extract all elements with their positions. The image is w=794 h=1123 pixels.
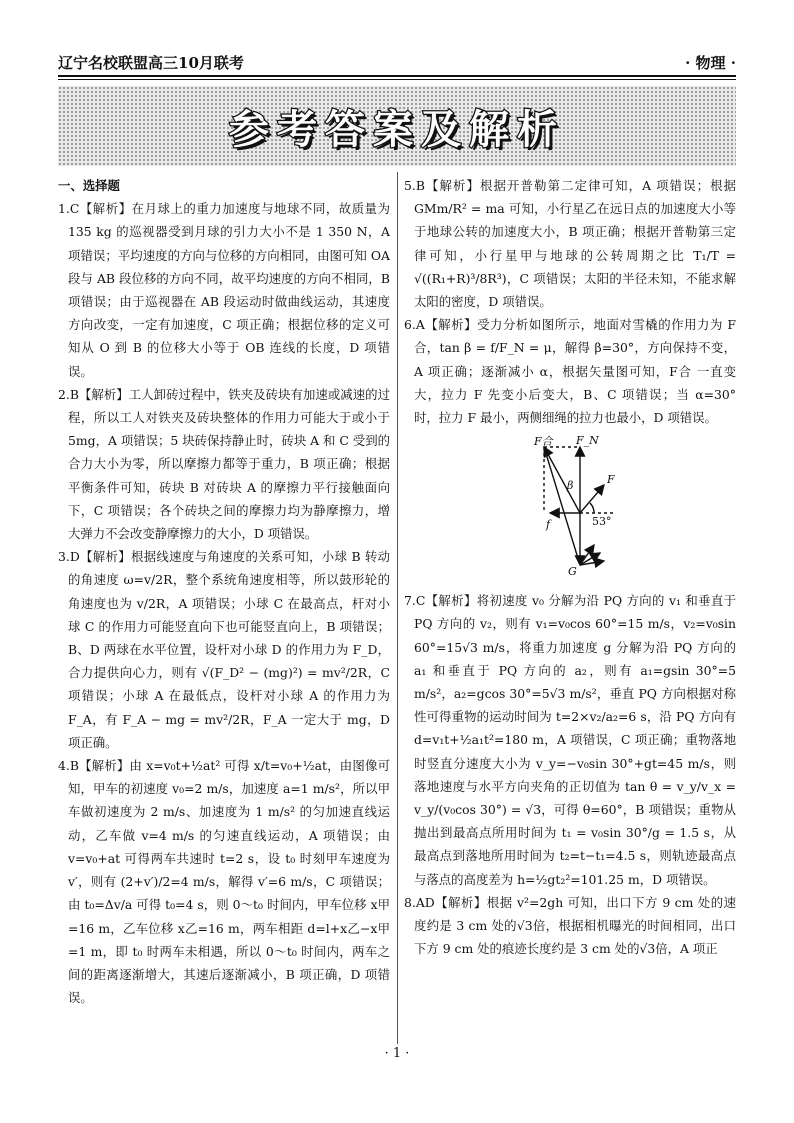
title-banner xyxy=(58,86,736,166)
header-rule-thick xyxy=(58,75,736,77)
force-diagram xyxy=(404,433,736,583)
answer-5: 5.B【解析】根据开普勒第二定律可知，A 项错误；根据 GMm/R² = ma 可知，小行星乙在远日点的加速度大小等于地球公转的加速度大小，B 项正确；根据开普勒第三定律可知，小行星甲与地球的公转周期之比 T₁/T = √((R₁+R)³/8R³)，C 项错误；太阳的半径未知，不能求解太阳的密度，D 项错误。 xyxy=(404,178,736,310)
label-beta: β xyxy=(567,479,574,493)
answer-6: 6.A【解析】受力分析如图所示，地面对雪橇的作用力为 F合，tan β = f/F_N = μ，解得 β=30°，方向保持不变，A 项正确；逐渐减小 α，根据矢量图可知，F合 一直变大，拉力 F 先变小后变大，B、C 项错误；当 α=30° 时，拉力 F 最小，两侧细绳的拉力也最小，D 项错误。 xyxy=(404,317,736,426)
subject-label: · 物理 · xyxy=(685,54,736,72)
label-f-total: F合 xyxy=(534,435,553,449)
left-column xyxy=(58,174,390,1009)
answer-8: 8.AD【解析】根据 v²=2gh 可知，出口下方 9 cm 处的速度约是 3 cm 处的√3倍，根据相机曝光的时间相同，出口下方 9 cm 处的痕迹长度约是 3 cm 处的√3倍，A 项正 xyxy=(404,894,736,957)
page-header xyxy=(58,52,736,76)
section-title: 一、选择题 xyxy=(58,178,120,193)
label-friction: f xyxy=(546,518,551,532)
answer-4: 4.B【解析】由 x=v₀t+½at² 可得 x/t=v₀+½at，由图像可知，甲车的初速度 v₀=2 m/s，加速度 a=1 m/s²，所以甲车做初速度为 2 m/s、加速度为 1 m/s² 的匀加速直线运动，乙车做 v=4 m/s 的匀速直线运动，A 项错误；由 v=v₀+at 可得两车共速时 t=2 s，设 t₀ 时刻甲车速度为 v′，则有 (2+v′)/2=4 m/s，解得 v′=6 m/s，C 项错误；由 t₀=Δv/a 可得 t₀=4 s，则 0～t₀ 时间内，甲车位移 x甲=16 m，乙车位移 x乙=16 m，两车相距 d=l+x乙−x甲=1 m，即 t₀ 时两车未相遇，所以 0～t₀ 时间内，两车之间的距离逐渐增大，其速后逐渐减小，B 项正确，D 项错误。 xyxy=(58,758,390,1006)
answer-7: 7.C【解析】将初速度 v₀ 分解为沿 PQ 方向的 v₁ 和垂直于 PQ 方向的 v₂，则有 v₁=v₀cos 60°=15 m/s，v₂=v₀sin 60°=15√3 m/s，将重力加速度 g 分解为沿 PQ 方向的 a₁ 和垂直于 PQ 方向的 a₂，则有 a₁=gsin 30°=5 m/s²，a₂=gcos 30°=5√3 m/s²，垂直 PQ 方向根据对称性可得重物的运动时间为 t=2×v₂/a₂=6 s，沿 PQ 方向有 d=v₁t+½a₁t²=180 m，A 项错误，C 项正确；重物落地时竖直分速度大小为 v_y=−v₀sin 30°+gt=45 m/s，则落地速度与水平方向夹角的正切值为 tan θ = v_y/v_x = v_y/(v₀cos 30°) = √3，可得 θ=60°，B 项错误；重物从抛出到最高点所用时间为 t₁ = v₀sin 30°/g = 1.5 s，从最高点到落地所用时间为 t₂=t−t₁=4.5 s，则轨迹最高点与落点的高度差为 h=½gt₂²=101.25 m，D 项错误。 xyxy=(404,593,736,887)
banner-title: 参考答案及解析 xyxy=(229,107,565,153)
pull-force-vector xyxy=(580,485,604,513)
vector-triangle-side xyxy=(544,447,580,565)
answer-3: 3.D【解析】根据线速度与角速度的关系可知，小球 B 转动的角速度 ω=v/2R，整个系统角速度相等，所以鼓形轮的角速度也为 v/2R，A 项错误；小球 C 在最高点，杆对小球 C 的作用力可能竖直向下也可能竖直向上，B 项错误；B、D 两球在水平位置，设杆对小球 D 的作用力为 F_D，合力提供向心力，则有 √(F_D² − (mg)²) = mv²/2R，C 项错误；小球 A 在最低点，设杆对小球 A 的作用力为 F_A，有 F_A − mg = mv²/2R，F_A 一定大于 mg，D 项正确。 xyxy=(58,549,390,750)
answer-1: 1.C【解析】在月球上的重力加速度与地球不同，故质量为 135 kg 的巡视器受到月球的引力大小不是 1 350 N，A 项错误；平均速度的方向与位移的方向相同，由图可知 OA 段与 AB 段位移的方向不同，故平均速度的方向不相同，B 项错误；由于巡视器在 AB 段运动时做曲线运动，其速度方向改变，一定有加速度，C 项正确；根据位移的定义可知从 O 到 B 的位移大小等于 OB 连线的长度，D 项错误。 xyxy=(58,201,390,379)
right-column xyxy=(404,174,736,960)
angle-arc xyxy=(590,503,594,513)
label-angle: 53° xyxy=(592,515,612,529)
label-f-normal: F_N xyxy=(576,434,599,448)
header-rule-thin xyxy=(58,79,736,80)
answer-2: 2.B【解析】工人卸砖过程中，铁夹及砖块有加速或减速的过程，所以工人对铁夹及砖块整体的作用力可能大于或小于 5mg，A 项错误；5 块砖保持静止时，砖块 A 和 C 受到的合力大小为零，所以摩擦力都等于重力，B 项正确；根据平衡条件可知，砖块 B 对砖块 A 的摩擦力平行接触面向下，C 项错误；各个砖块之间的摩擦力均为静摩擦力，增大弹力不会改变静摩擦力的大小，D 项错误。 xyxy=(58,386,390,542)
label-gravity: G xyxy=(568,565,577,579)
small-force-arrow-2 xyxy=(580,545,594,565)
total-force-vector xyxy=(544,447,580,513)
label-force: F xyxy=(607,473,615,487)
column-divider xyxy=(397,172,398,1044)
page-number: · 1 · xyxy=(384,1046,410,1061)
exam-title: 辽宁名校联盟高三10月联考 xyxy=(58,54,244,72)
force-diagram-svg xyxy=(404,433,736,583)
